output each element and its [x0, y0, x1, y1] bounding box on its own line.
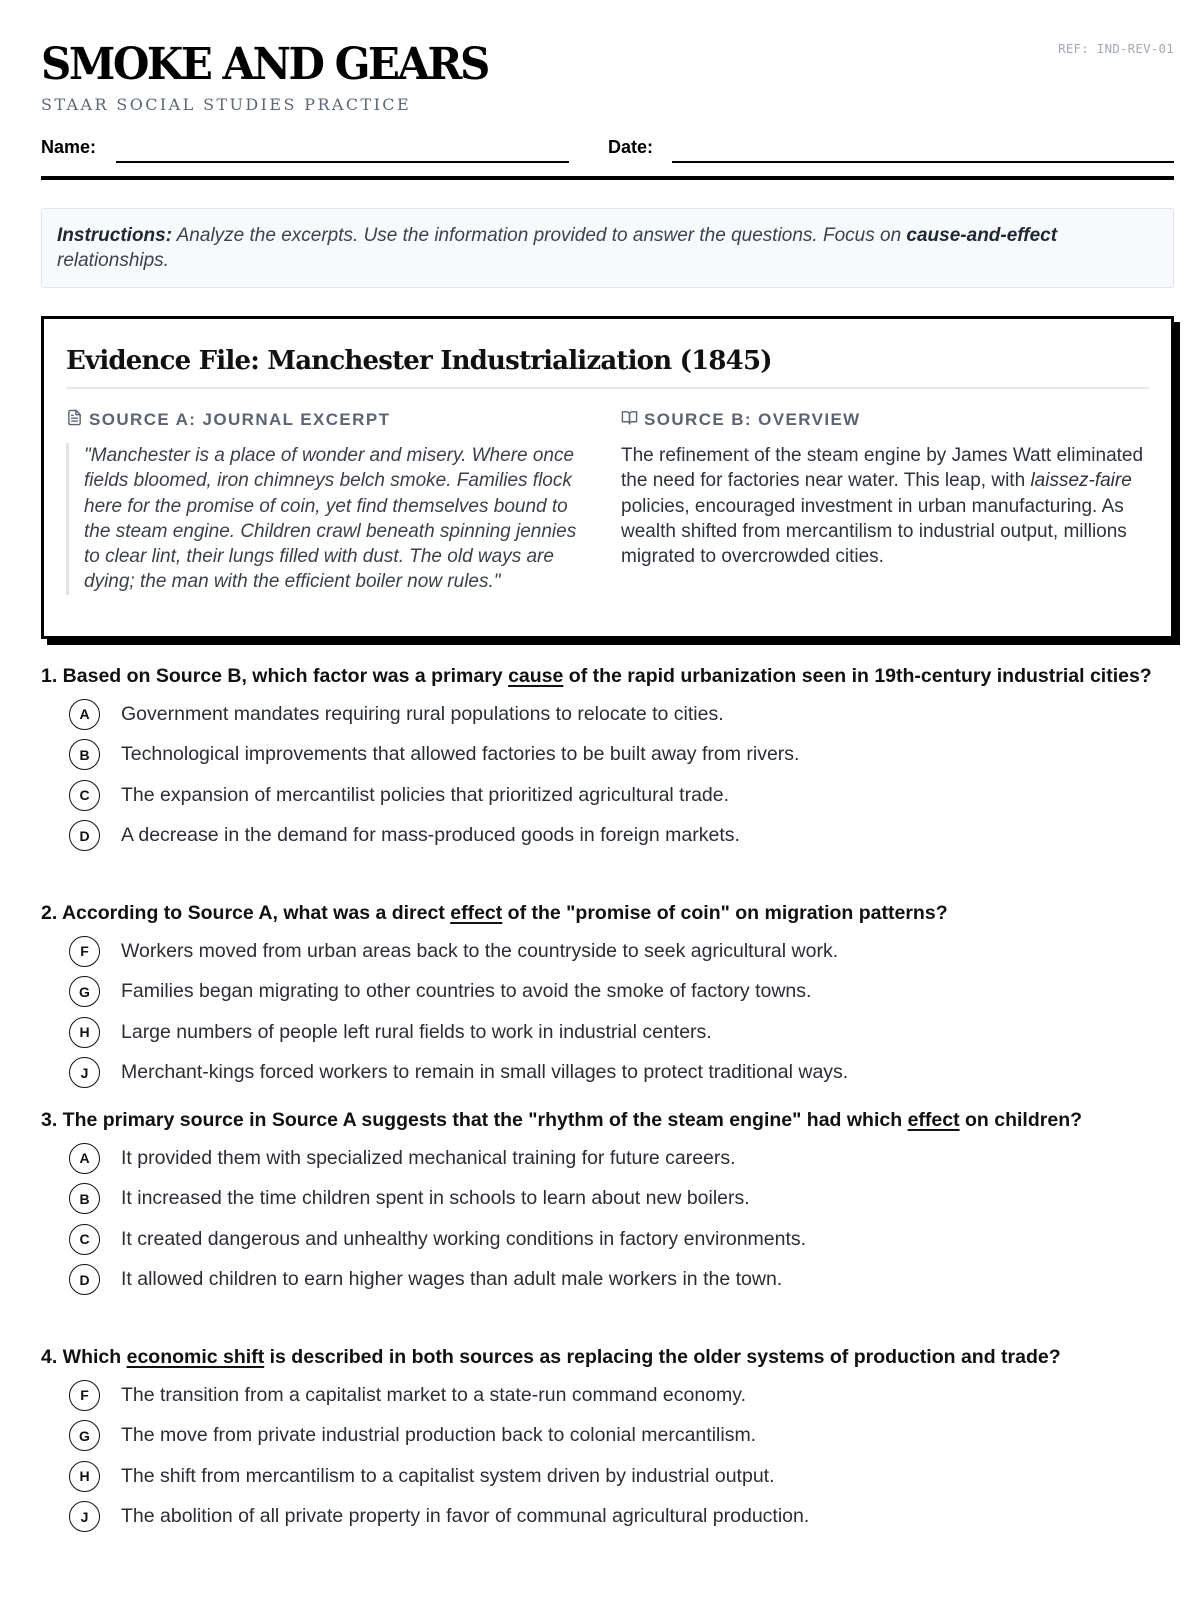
prompt-keyword: effect [450, 902, 503, 924]
question-1-prompt [41, 661, 1174, 692]
option-text: The expansion of mercantilist policies that prioritized agricultural trade. [121, 783, 730, 806]
option-text: Technological improvements that allowed factories to be built away from rivers. [121, 743, 800, 766]
prompt-keyword: effect [907, 1109, 960, 1131]
answer-option[interactable] [41, 931, 1174, 972]
question-2-prompt [41, 898, 1174, 929]
prompt-text: 3. The primary source in Source A suggests that the "rhythm of the steam engine" had which [41, 1109, 908, 1131]
question-1-options [41, 694, 1174, 856]
name-label: Name: [41, 137, 97, 157]
prompt-text: on children? [959, 1109, 1083, 1131]
source-b-heading [621, 409, 1151, 431]
date-field[interactable] [672, 161, 1174, 163]
source-b [621, 409, 1151, 569]
option-text: Merchant-kings forced workers to remain in small villages to protect traditional ways. [121, 1061, 849, 1084]
option-text: Families began migrating to other countries to avoid the smoke of factory towns. [121, 980, 812, 1003]
question-3 [41, 1105, 1174, 1300]
answer-option[interactable] [41, 1053, 1174, 1094]
question-4-prompt [41, 1342, 1174, 1373]
prompt-keyword: economic shift [126, 1346, 265, 1368]
option-text: It provided them with specialized mechanical training for future careers. [121, 1146, 736, 1169]
prompt-text: 4. Which [41, 1346, 127, 1368]
answer-bubble[interactable]: F [69, 1380, 100, 1411]
question-3-prompt [41, 1105, 1174, 1136]
book-open-icon [621, 409, 638, 431]
answer-bubble[interactable]: F [69, 936, 100, 967]
question-3-options [41, 1138, 1174, 1300]
answer-option[interactable] [41, 972, 1174, 1013]
answer-option[interactable] [41, 1456, 1174, 1497]
source-a-heading [66, 409, 596, 431]
answer-bubble[interactable]: H [69, 1461, 100, 1492]
option-text: The shift from mercantilism to a capitalist system driven by industrial output. [121, 1464, 775, 1487]
instructions-text-end: relationships. [57, 250, 169, 271]
answer-bubble[interactable]: D [69, 820, 100, 851]
answer-option[interactable] [41, 735, 1174, 776]
source-b-title: SOURCE B: OVERVIEW [644, 410, 861, 429]
option-text: A decrease in the demand for mass-produced goods in foreign markets. [121, 824, 740, 847]
answer-bubble[interactable]: J [69, 1501, 100, 1532]
answer-option[interactable] [41, 1179, 1174, 1220]
source-a [66, 409, 596, 595]
evidence-title: Evidence File: Manchester Industrialization (1845) [66, 345, 1149, 389]
question-4 [41, 1342, 1174, 1537]
answer-bubble[interactable]: J [69, 1057, 100, 1088]
prompt-text: of the rapid urbanization seen in 19th-century industrial cities? [563, 665, 1152, 687]
question-2 [41, 898, 1174, 1093]
instructions-emphasis: cause-and-effect [906, 225, 1058, 246]
date-label: Date: [608, 137, 654, 157]
answer-option[interactable] [41, 1138, 1174, 1179]
option-text: The move from private industrial production back to colonial mercantilism. [121, 1424, 757, 1447]
option-text: It increased the time children spent in schools to learn about new boilers. [121, 1187, 750, 1210]
answer-option[interactable] [41, 1375, 1174, 1416]
answer-bubble[interactable]: G [69, 976, 100, 1007]
answer-bubble[interactable]: A [69, 1143, 100, 1174]
answer-bubble[interactable]: B [69, 1183, 100, 1214]
option-text: The abolition of all private property in favor of communal agricultural production. [121, 1505, 810, 1528]
name-field[interactable] [116, 161, 569, 163]
answer-bubble[interactable]: H [69, 1017, 100, 1048]
source-a-quote: "Manchester is a place of wonder and misery. Where once fields bloomed, iron chimneys belch smoke. Families flock here for the promise of coin, yet find themselves bound to the steam engine. Children crawl beneath spinning jennies to clear lint, their lungs filled with dust. The old ways are dying; the man with the efficient boiler now rules." [66, 443, 596, 595]
prompt-text: is described in both sources as replacing the older systems of production and trade? [264, 1346, 1061, 1368]
source-b-italic-term: laissez-faire [1030, 470, 1132, 492]
header-divider [41, 176, 1174, 180]
reference-code: REF: IND-REV-01 [1058, 41, 1174, 56]
instructions-label: Instructions: [57, 225, 173, 246]
answer-bubble[interactable]: C [69, 780, 100, 811]
sources-grid [66, 409, 1149, 629]
answer-option[interactable] [41, 1497, 1174, 1538]
answer-bubble[interactable]: B [69, 739, 100, 770]
source-b-text-start: The refinement of the steam engine by James Watt eliminated the need for factories near water. This leap, with [621, 445, 1144, 492]
prompt-text: 2. According to Source A, what was a direct [41, 902, 451, 924]
worksheet-header [41, 0, 1174, 180]
document-icon [66, 409, 83, 431]
answer-bubble[interactable]: G [69, 1420, 100, 1451]
answer-option[interactable] [41, 775, 1174, 816]
instructions-box [41, 208, 1174, 288]
worksheet-page [41, 0, 1174, 1528]
option-text: Government mandates requiring rural populations to relocate to cities. [121, 702, 724, 725]
answer-option[interactable] [41, 1012, 1174, 1053]
question-4-options [41, 1375, 1174, 1537]
source-a-title: SOURCE A: JOURNAL EXCERPT [89, 410, 391, 429]
prompt-text: 1. Based on Source B, which factor was a primary [41, 665, 509, 687]
question-2-options [41, 931, 1174, 1093]
option-text: Workers moved from urban areas back to the countryside to seek agricultural work. [121, 939, 839, 962]
instructions-text: Analyze the excerpts. Use the information provided to answer the questions. Focus on [172, 225, 907, 246]
source-b-text [621, 443, 1151, 569]
evidence-file-box [41, 316, 1174, 639]
option-text: It allowed children to earn higher wages than adult male workers in the town. [121, 1268, 783, 1291]
answer-bubble[interactable]: C [69, 1224, 100, 1255]
answer-bubble[interactable]: A [69, 699, 100, 730]
source-b-text-end: policies, encouraged investment in urban manufacturing. As wealth shifted from mercantilism to industrial output, millions migrated to overcrowded cities. [621, 495, 1127, 568]
prompt-keyword: cause [508, 665, 564, 687]
option-text: The transition from a capitalist market to a state-run command economy. [121, 1383, 746, 1406]
question-1 [41, 661, 1174, 856]
option-text: It created dangerous and unhealthy working conditions in factory environments. [121, 1227, 807, 1250]
answer-option[interactable] [41, 694, 1174, 735]
answer-option[interactable] [41, 816, 1174, 857]
worksheet-subtitle: STAAR SOCIAL STUDIES PRACTICE [41, 95, 412, 114]
answer-bubble[interactable]: D [69, 1264, 100, 1295]
worksheet-title: SMOKE AND GEARS [41, 38, 488, 90]
prompt-text: of the "promise of coin" on migration patterns? [502, 902, 948, 924]
student-info-row [41, 134, 1174, 164]
option-text: Large numbers of people left rural fields to work in industrial centers. [121, 1020, 712, 1043]
answer-option[interactable] [41, 1260, 1174, 1301]
answer-option[interactable] [41, 1219, 1174, 1260]
answer-option[interactable] [41, 1416, 1174, 1457]
